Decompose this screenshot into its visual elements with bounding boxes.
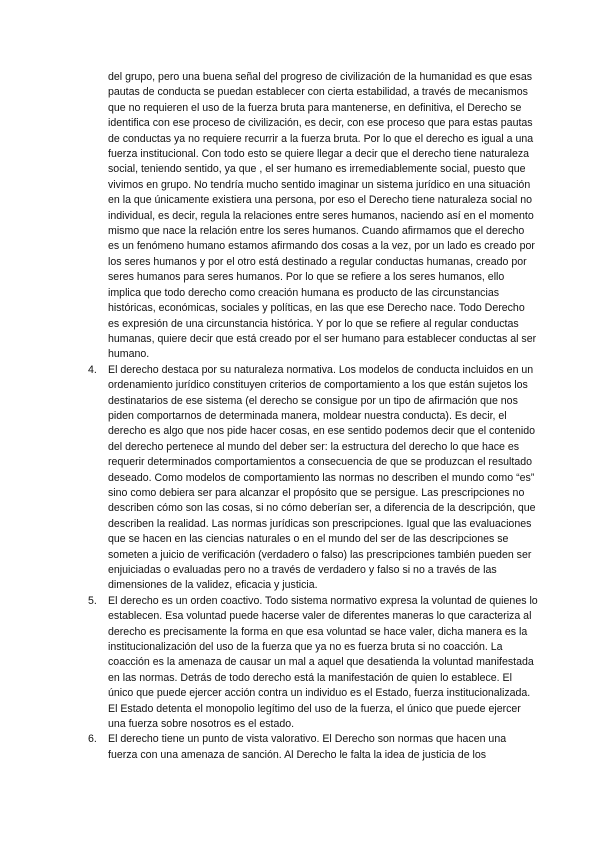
list-item-text: El derecho tiene un punto de vista valorativo. El Derecho son normas que hacen una fuerza con una amenaza de sanción. Al Derecho le falta la idea de justicia de los (108, 733, 507, 761)
list-item-text: El derecho destaca por su naturaleza normativa. Los modelos de conducta incluidos en un ordenamiento jurídico constituyen criterios de comportamiento a los que están sujetos los destinatarios de ese sistema (el derecho se consigue por un tipo de afirmación que nos piden comportarnos de determinada manera, moldear nuestra conducta). Es decir, el derecho es algo que nos pide hacer cosas, en ese sentido podemos decir que el contenido del derecho pertenece al mundo del deber ser: la estructura del derecho lo que hace es requerir determinados comportamientos a consecuencia de que se produzcan el resultado deseado. Como modelos de comportamiento las normas no describen el mundo como “es” sino como debiera ser para alcanzar el propósito que se persigue. Las prescripciones no describen cómo son las cosas, si no cómo deberían ser, a diferencia de la descripción, que describen la realidad. Las normas jurídicas son prescripciones. Igual que las evaluaciones que se hacen en las ciencias naturales o en el mundo del ser de las descripciones se someten a juicio de verificación (verdadero o falso) las prescripciones también pueden ser enjuiciadas o evaluadas pero no a través de verdadero y falso si no a través de las dimensiones de la validez, eficacia y justicia. (108, 363, 536, 592)
list-number: 4. (88, 363, 97, 376)
list-item-6 (88, 732, 538, 763)
list-number: 6. (88, 733, 97, 746)
numbered-list (88, 363, 538, 764)
list-item-4 (88, 363, 538, 594)
continuation-paragraph: del grupo, pero una buena señal del progreso de civilización de la humanidad es que esas pautas de conducta se puedan establecer con cierta estabilidad, a través de mecanismos que no requieren el uso de la fuerza bruta para mantenerse, en definitiva, el Derecho se identifica con ese proceso de civilización, es decir, con ese proceso que para estas pautas de conductas ya no requiere recurrir a la fuerza bruta. Por lo que el derecho es igual a una fuerza institucional. Con todo esto se quiere llegar a decir que el derecho tiene naturaleza social, teniendo sentido, ya que , el ser humano es irremediablemente social, puesto que vivimos en grupo. No tendría mucho sentido imaginar un sistema jurídico en una situación en la que únicamente existiera una persona, por eso el Derecho tiene naturaleza social no individual, es decir, regula la relaciones entre seres humanos, naciendo así en el momento mismo que nace la relación entre los seres humanos. Cuando afirmamos que el derecho es un fenómeno humano estamos afirmando dos cosas a la vez, por un lado es creado por los seres humanos y por el otro está destinado a regular conductas humanas, creado por seres humanos para seres humanos. Por lo que se refiere a los seres humanos, ello implica que todo derecho como creación humana es producto de las circunstancias históricas, económicas, sociales y políticas, en las que ese Derecho nace. Todo Derecho es expresión de una circunstancia histórica. Y por lo que se refiere al regular conductas humanas, quiere decir que está creado por el ser humano para establecer conductas al ser humano. (108, 71, 537, 361)
list-number: 5. (88, 594, 97, 607)
page-content (88, 70, 538, 763)
list-item-text: El derecho es un orden coactivo. Todo sistema normativo expresa la voluntad de quienes lo establecen. Esa voluntad puede hacerse valer de diferentes maneras lo que caracteriza al derecho es precisamente la forma en que esa voluntad se hace valer, dicha manera es la institucionalización del uso de la fuerza que ya no es fuerza bruta si no coacción. La coacción es la amenaza de causar un mal a aquel que desatienda la voluntad manifestada en las normas. Detrás de todo derecho está la manifestación de quien lo establece. El único que puede ejercer acción contra un individuo es el Estado, fuerza institucionalizada. El Estado detenta el monopolio legítimo del uso de la fuerza, el único que puede ejercer una fuerza sobre nosotros es el estado. (108, 594, 538, 731)
list-item-5 (88, 594, 538, 733)
